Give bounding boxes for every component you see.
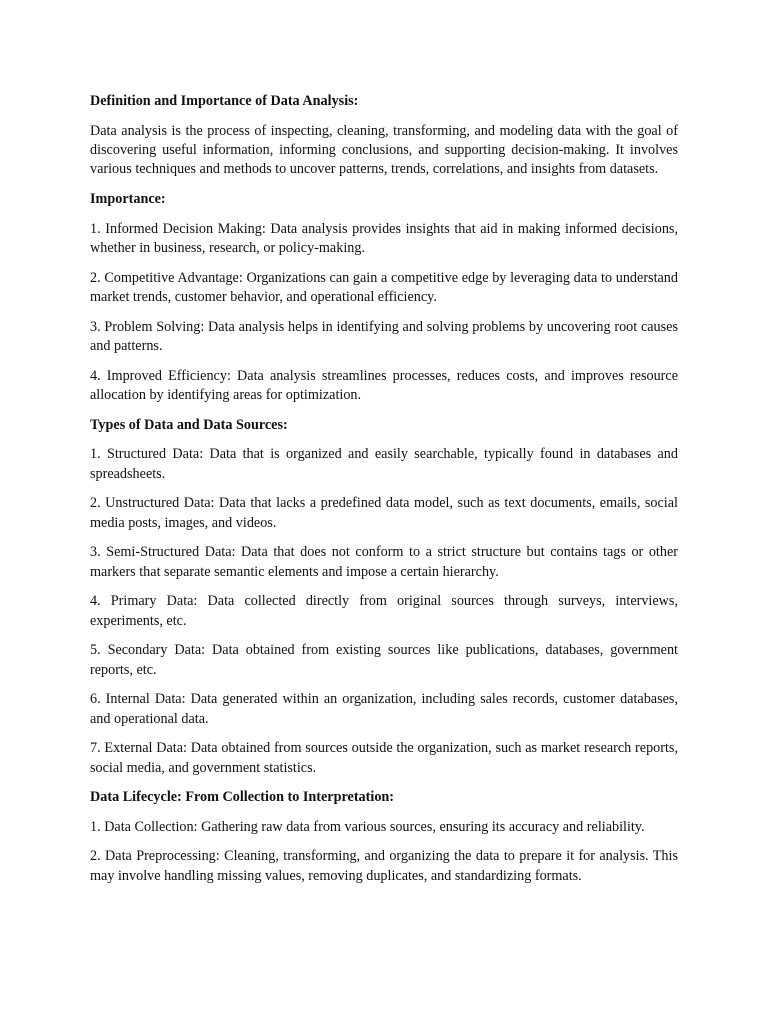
section-heading: Definition and Importance of Data Analysis: [90,93,359,109]
paragraph: Data analysis is the process of inspecting, cleaning, transforming, and modeling data with the goal of discovering useful information, informing conclusions, and supporting decision-making. It involves various techniques and methods to uncover patterns, trends, correlations, and insights from datasets. [90,122,678,178]
section-importance [90,190,678,405]
section-data-lifecycle [90,788,678,886]
list-item: 1. Structured Data: Data that is organized and easily searchable, typically found in databases and spreadsheets. [90,446,678,482]
section-definition [90,92,678,180]
section-heading: Data Lifecycle: From Collection to Interpretation: [90,789,395,806]
section-heading: Importance: [90,191,166,207]
list-item: 4. Improved Efficiency: Data analysis streamlines processes, reduces costs, and improves resource allocation by identifying areas for optimization. [90,367,678,403]
list-item: 3. Problem Solving: Data analysis helps in identifying and solving problems by uncovering root causes and patterns. [90,318,678,354]
list-item: 2. Unstructured Data: Data that lacks a predefined data model, such as text documents, emails, social media posts, images, and videos. [90,495,678,531]
section-heading: Types of Data and Data Sources: [90,416,288,433]
list-item: 6. Internal Data: Data generated within an organization, including sales records, customer databases, and operational data. [90,691,678,727]
list-item: 4. Primary Data: Data collected directly from original sources through surveys, interviews, experiments, etc. [90,593,678,629]
document-page [90,92,678,896]
list-item: 1. Informed Decision Making: Data analysis provides insights that aid in making informed decisions, whether in business, research, or policy-making. [90,220,678,256]
section-data-types [90,416,678,778]
list-item: 2. Data Preprocessing: Cleaning, transforming, and organizing the data to prepare it for analysis. This may involve handling missing values, removing duplicates, and standardizing formats. [90,848,678,884]
list-item: 5. Secondary Data: Data obtained from existing sources like publications, databases, government reports, etc. [90,642,678,678]
list-item: 7. External Data: Data obtained from sources outside the organization, such as market research reports, social media, and government statistics. [90,740,678,776]
list-item: 2. Competitive Advantage: Organizations can gain a competitive edge by leveraging data to understand market trends, customer behavior, and operational efficiency. [90,269,678,305]
list-item: 3. Semi-Structured Data: Data that does not conform to a strict structure but contains tags or other markers that separate semantic elements and impose a certain hierarchy. [90,544,678,580]
list-item: 1. Data Collection: Gathering raw data from various sources, ensuring its accuracy and reliability. [90,818,645,835]
